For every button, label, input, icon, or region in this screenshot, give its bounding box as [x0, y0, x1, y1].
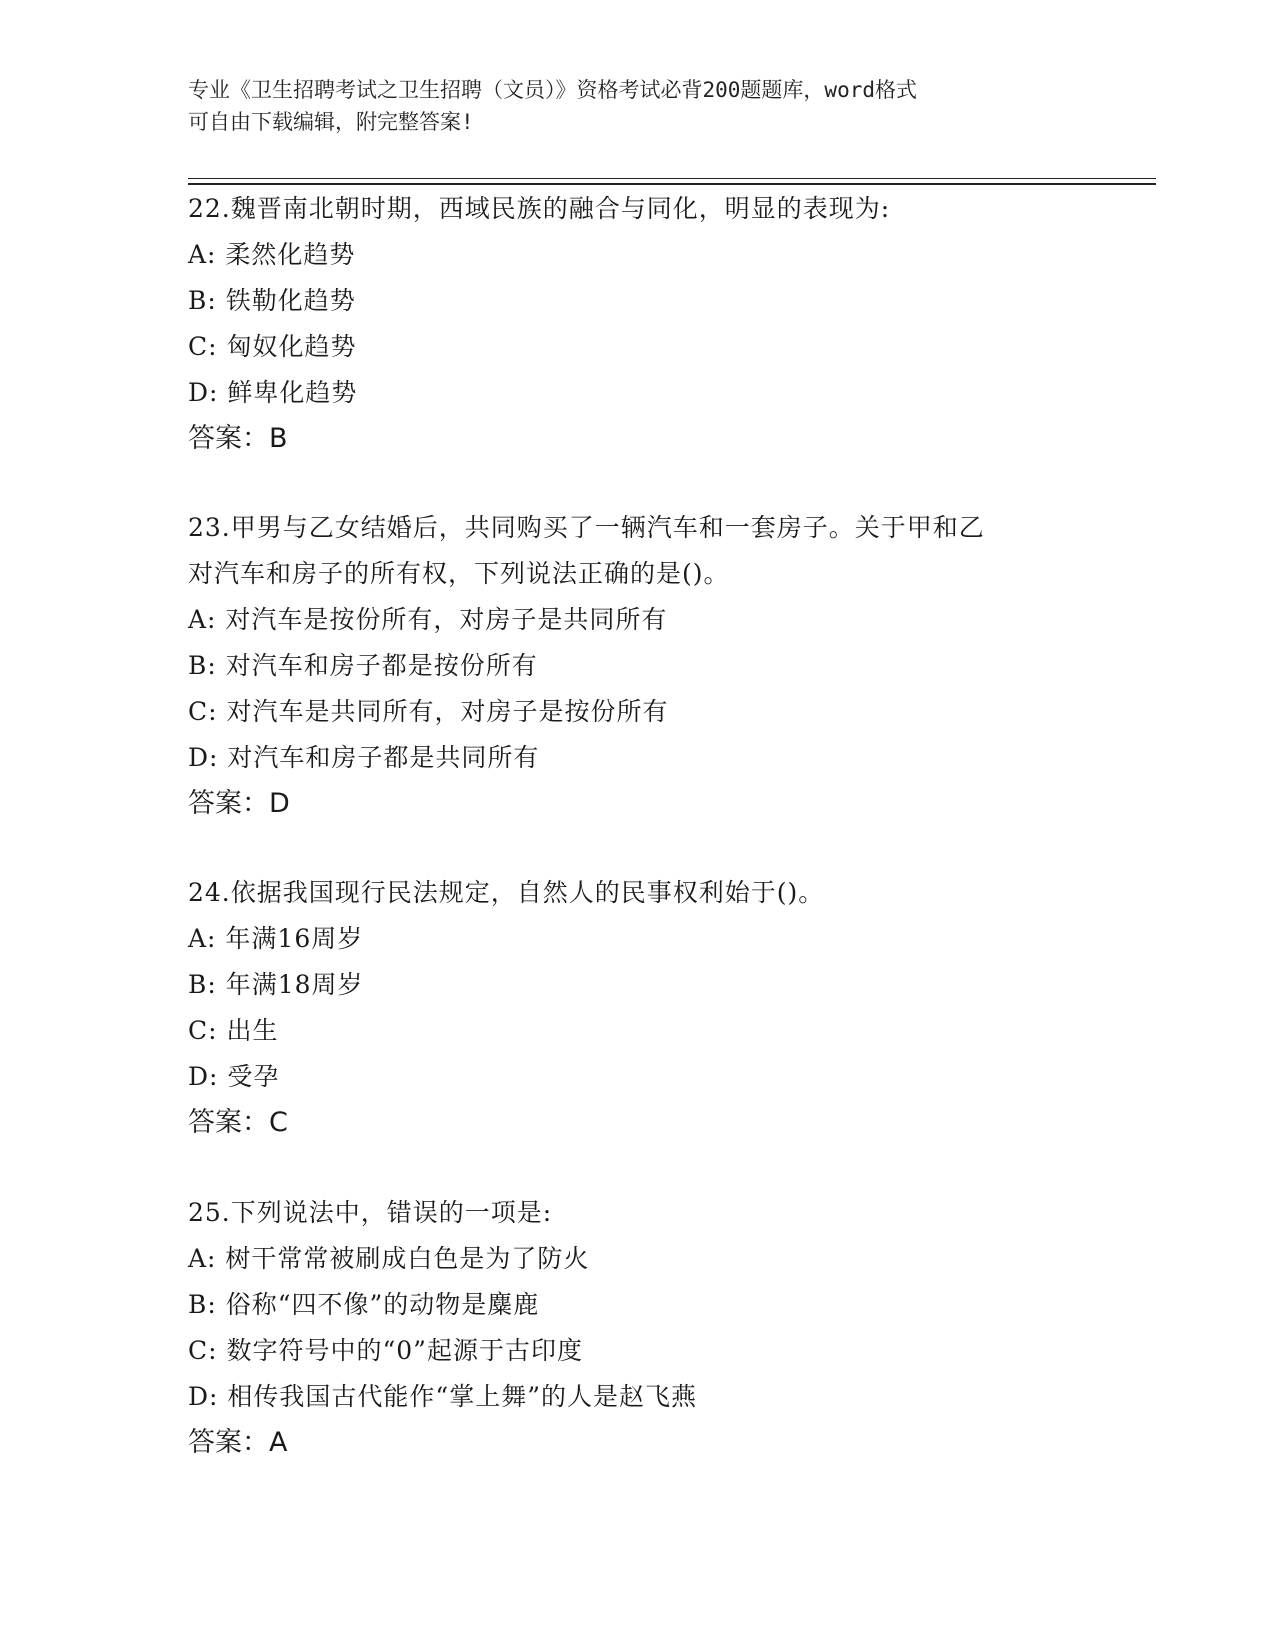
question-stem-line-1: 23.甲男与乙女结婚后，共同购买了一辆汽车和一套房子。关于甲和乙 — [188, 513, 985, 542]
option-a: A: 对汽车是按份所有，对房子是共同所有 — [188, 605, 668, 634]
question-stem: 24.依据我国现行民法规定，自然人的民事权利始于()。 — [188, 878, 825, 907]
answer-label: 答案：B — [188, 423, 288, 454]
option-a: A: 年满16周岁 — [188, 924, 364, 953]
question-25 — [188, 1190, 1148, 1466]
header-line-2: 可自由下载编辑，附完整答案! — [188, 110, 474, 134]
option-b: B: 俗称“四不像”的动物是麋鹿 — [188, 1290, 540, 1319]
question-22 — [188, 186, 1148, 462]
option-a: A: 树干常常被刷成白色是为了防火 — [188, 1244, 590, 1273]
answer-label: 答案：C — [188, 1107, 288, 1138]
option-a: A: 柔然化趋势 — [188, 240, 356, 269]
option-b: B: 年满18周岁 — [188, 970, 364, 999]
answer-label: 答案：D — [188, 788, 290, 819]
option-d: D: 相传我国古代能作“掌上舞”的人是赵飞燕 — [188, 1382, 697, 1411]
document-header — [188, 74, 1088, 138]
option-b: B: 对汽车和房子都是按份所有 — [188, 651, 538, 680]
option-b: B: 铁勒化趋势 — [188, 286, 356, 315]
option-d: D: 受孕 — [188, 1062, 280, 1091]
option-c: C: 数字符号中的“0”起源于古印度 — [188, 1336, 583, 1365]
option-d: D: 鲜卑化趋势 — [188, 378, 358, 407]
option-c: C: 对汽车是共同所有，对房子是按份所有 — [188, 697, 669, 726]
question-23 — [188, 505, 1148, 827]
header-divider-thin — [188, 178, 1156, 179]
option-d: D: 对汽车和房子都是共同所有 — [188, 743, 540, 772]
question-stem: 22.魏晋南北朝时期，西域民族的融合与同化，明显的表现为: — [188, 194, 891, 223]
answer-label: 答案：A — [188, 1427, 288, 1458]
header-line-1: 专业《卫生招聘考试之卫生招聘（文员）》资格考试必背200题题库，word格式 — [188, 78, 917, 102]
header-divider-thick — [188, 183, 1156, 185]
question-stem: 25.下列说法中，错误的一项是: — [188, 1198, 553, 1227]
option-c: C: 出生 — [188, 1016, 279, 1045]
option-c: C: 匈奴化趋势 — [188, 332, 357, 361]
question-24 — [188, 870, 1148, 1146]
question-stem-line-2: 对汽车和房子的所有权，下列说法正确的是()。 — [188, 559, 730, 588]
